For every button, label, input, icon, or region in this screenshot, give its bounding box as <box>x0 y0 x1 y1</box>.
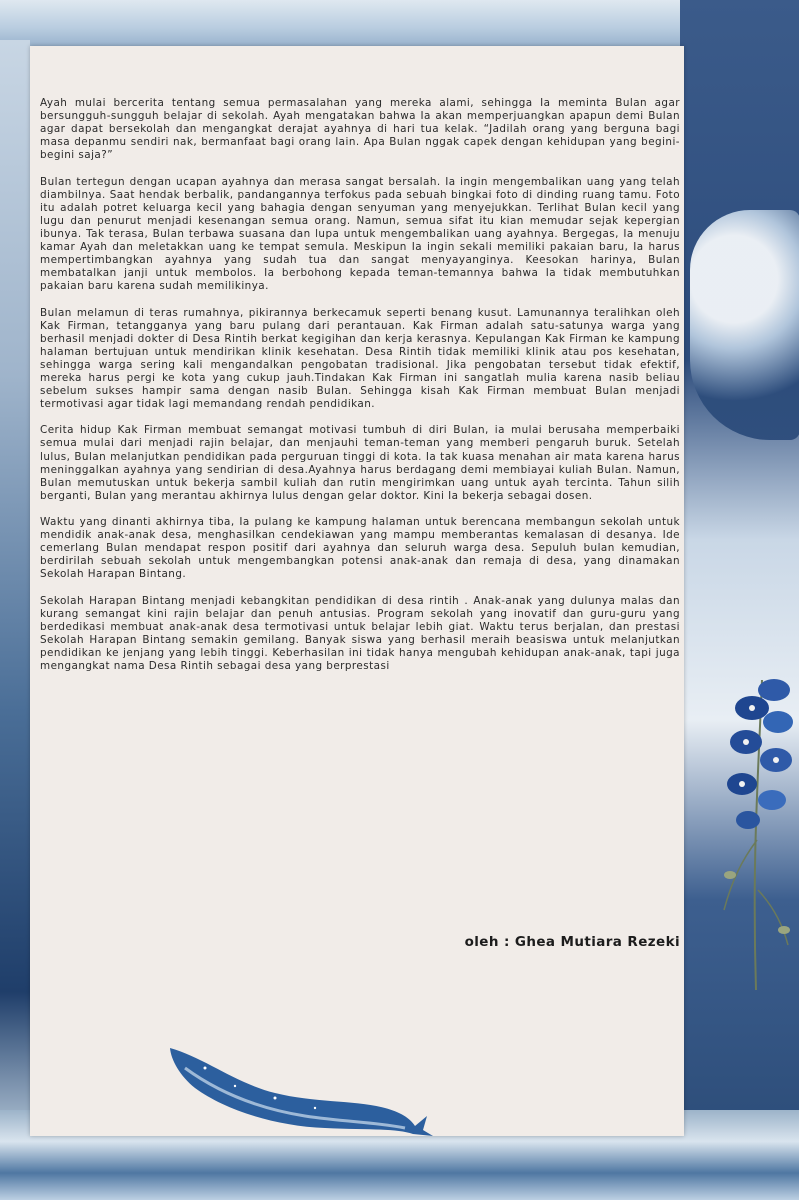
story-paragraph-3: Bulan melamun di teras rumahnya, pikirannya berkecamuk seperti benang kusut. Lamunannya teralihkan oleh Kak Firman, tetangganya yang baru pulang dari perantauan. Kak Firman adalah satu-satunya warga yang berhasil menjadi dokter di Desa Rintih berkat kegigihan dan kerja kerasnya. Kepulangan Kak Firman ke kampung halaman bertujuan untuk mendirikan klinik kesehatan. Desa Rintih tidak memiliki klinik atau pos kesehatan, sehingga warga sering kali mengandalkan pengobatan tradisional. Jika pengobatan tersebut tidak efektif, mereka harus pergi ke kota yang cukup jauh.Tindakan Kak Firman ini sangatlah mulia karena nasib beliau sebelum sukses hampir sama dengan nasib Bulan. Sehingga kisah Kak Firman membuat Bulan menjadi termotivasi agar tidak lagi memandang rendah pendidikan. <box>40 306 680 411</box>
left-ocean-strip <box>0 40 30 1160</box>
story-body <box>40 97 680 686</box>
story-paragraph-5: Waktu yang dinanti akhirnya tiba, Ia pulang ke kampung halaman untuk berencana membangun sekolah untuk mendidik anak-anak desa, menghasilkan cendekiawan yang mampu memberantas kemalasan di desanya. Ide cemerlang Bulan mendapat respon positif dari ayahnya dan seluruh warga desa. Sepuluh bulan kemudian, berdirilah sebuah sekolah untuk mengembangkan potensi anak-anak dan remaja di desa, yang dinamakan Sekolah Harapan Bintang. <box>40 516 680 581</box>
blue-larkspur-flower-icon <box>712 660 799 990</box>
author-credit: oleh : Ghea Mutiara Rezeki <box>464 934 680 950</box>
blue-whale-icon <box>165 1038 435 1138</box>
story-paragraph-2: Bulan tertegun dengan ucapan ayahnya dan merasa sangat bersalah. Ia ingin mengembalikan uang yang telah diambilnya. Saat hendak berbalik, pandangannya terfokus pada sebuah bingkai foto di dinding ruang tamu. Foto itu adalah potret keluarga kecil yang bahagia dengan senyuman yang menyejukkan. Terlihat Bulan kecil yang lugu dan penurut menjadi kesenangan semua orang. Namun, semua sifat itu kian memudar sejak kepergian ibunya. Tak terasa, Bulan terbawa suasana dan lupa untuk mengembalikan uang ayahnya. Bergegas, Ia menuju kamar Ayah dan meletakkan uang ke tempat semula. Meskipun Ia ingin sekali memiliki pakaian baru, Ia harus mempertimbangkan ayahnya yang sudah tua dan sangat menyayanginya. Keesokan harinya, Bulan membatalkan janji untuk membolos. Ia berbohong kepada teman-temannya bahwa Ia tidak membutuhkan pakaian baru karena sudah memilikinya. <box>40 175 680 293</box>
right-ocean-strip <box>680 0 799 1200</box>
story-paragraph-1: Ayah mulai bercerita tentang semua permasalahan yang mereka alami, sehingga Ia meminta Bulan agar bersungguh-sungguh belajar di sekolah. Ayah mengatakan bahwa Ia akan memperjuangkan apapun demi Bulan agar dapat bersekolah dan mengangkat derajat ayahnya di hari tua kelak. “Jadilah orang yang berguna bagi masa depanmu sendiri nak, bermanfaat bagi orang lain. Apa Bulan nggak capek dengan kehidupan yang begini-begini saja?” <box>40 97 680 162</box>
story-paragraph-4: Cerita hidup Kak Firman membuat semangat motivasi tumbuh di diri Bulan, ia mulai berusaha memperbaiki semua mulai dari menjadi rajin belajar, dan menjauhi teman-teman yang memberi pengaruh buruk. Setelah lulus, Bulan melanjutkan pendidikan pada perguruan tinggi di kota. Ia tak kuasa menahan air mata karena harus meninggalkan ayahnya yang sendirian di desa.Ayahnya harus berdagang demi membiayai kuliah Bulan. Namun, Bulan memutuskan untuk bekerja sambil kuliah dan rutin mengirimkan uang untuk ayah tercinta. Tahun silih berganti, Bulan yang merantau akhirnya lulus dengan gelar doktor. Kini Ia bekerja sebagai dosen. <box>40 424 680 502</box>
great-wave-decoration <box>690 210 799 440</box>
story-paragraph-6: Sekolah Harapan Bintang menjadi kebangkitan pendidikan di desa rintih . Anak-anak yang dulunya malas dan kurang semangat kini rajin belajar dan penuh antusias. Program sekolah yang inovatif dan guru-guru yang berdedikasi membuat anak-anak desa termotivasi untuk belajar lebih giat. Waktu terus berjalan, dan prestasi Sekolah Harapan Bintang semakin gemilang. Banyak siswa yang berhasil meraih beasiswa untuk melanjutkan pendidikan ke jenjang yang lebih tinggi. Keberhasilan ini tidak hanya mengubah kehidupan anak-anak, tapi juga mengangkat nama Desa Rintih sebagai desa yang berprestasi <box>40 594 680 673</box>
